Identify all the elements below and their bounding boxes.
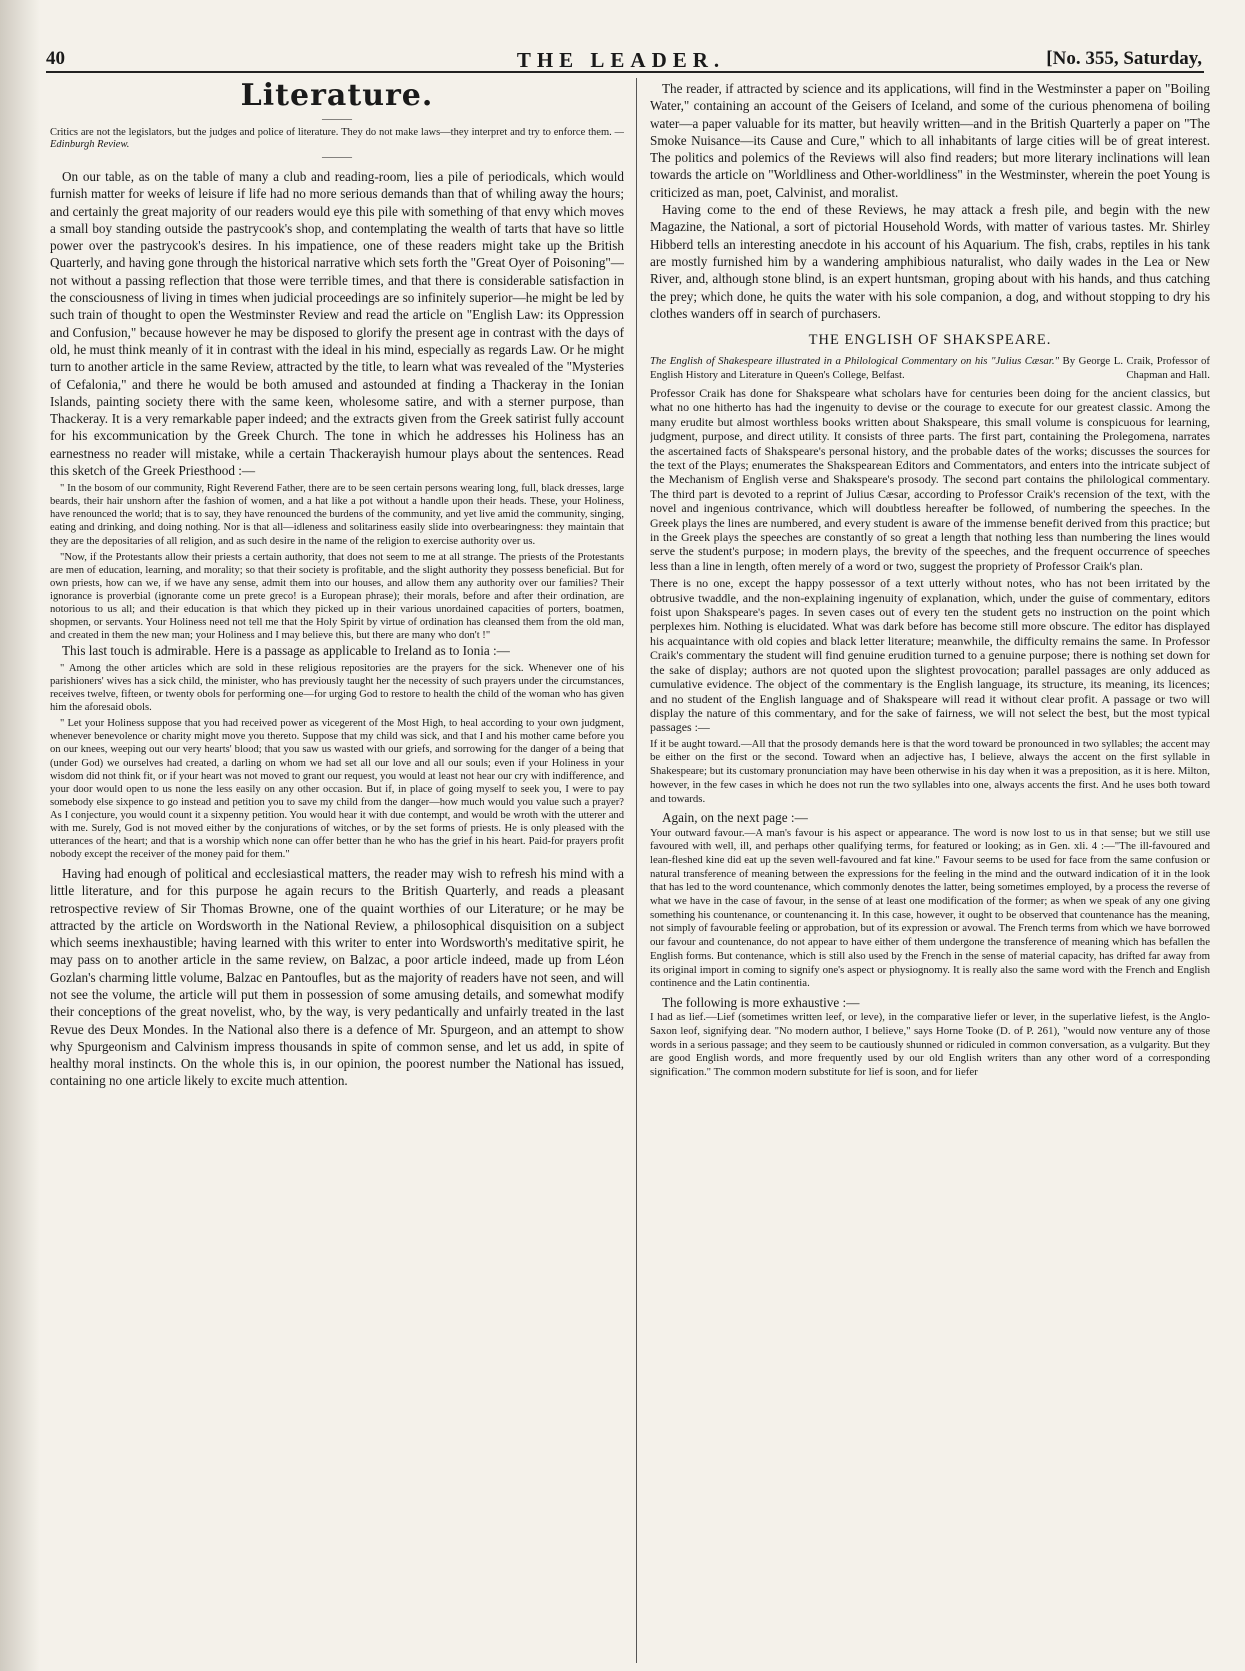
article-heading: THE ENGLISH OF SHAKSPEARE. [808,332,1052,349]
masthead-rule [46,71,1204,73]
masthead [36,48,1206,72]
book-reference [650,355,1210,382]
heading-rule: ——— [322,114,352,125]
page-number: 40 [46,48,65,69]
column-divider [636,78,637,1663]
commentary-quote-toward: If it be aught toward.—All that the prosody demands here is that the word toward be pronounced in two syllables; the accent may be either on the first or the second. Toward when an adjective has, I believe, always the accent on the first syllable in Shakespeare; but its customary pronunciation may have been otherwise in his day when it was a preposition, as it is here. Milton, however, in the few cases in which he does not run the two syllables into one, always accents the first. And he uses both toward and towards. [650,737,1210,805]
newspaper-title: THE LEADER. [516,48,726,72]
article-paragraph-2: There is no one, except the happy possessor of a text utterly without notes, who has not been irritated by the obtrusive twaddle, and the non-explaining ingenuity of explanation, which, under the guise of commentary, editors foist upon Shakspeare's pages. In seven cases out of every ten the student gets no instruction on the point which perplexes him. Nothing is elucidated. What was dark before has become still more obscure. The editor has displayed his acquaintance with old copies and black letter literature; meanwhile, the difficulty remains the same. In Professor Craik's commentary the student will find genuine erudition turned to a genuine purpose; there is nothing set down for the sake of display; authors are not quoted upon the slightest provocation; parallel passages are only adduced as cumulative evidence. The object of the commentary is the English language, its structure, its meaning, its licences; and no student of the English language and of Shakspeare will read it without clear profit. A passage or two will display the nature of this commentary, and for the sake of fairness, we will not select the best, but the most typical passages :— [650,576,1210,735]
book-publisher: Chapman and Hall. [1126,368,1210,381]
article-paragraph-3: Again, on the next page :— [662,810,808,826]
reviews-paragraph-2: Having come to the end of these Reviews, he may attack a fresh pile, and begin with the new Magazine, the National, a sort of pictorial Household Words, with matter of various tastes. Mr. Shirley Hibberd tells an interesting anecdote in his account of his Aquarium. The fish, crabs, reptiles in his tank are mostly furnished him by a wandering amphibious naturalist, who daily wades in the Lea or New River, and, although stone blind, is an expert huntsman, groping about with his hands, and thus catching the prey; which done, he quits the water with his sole companion, a dog, and without stopping to dry his clothes wanders off in search of purchasers. [650,202,1210,321]
book-title: The English of Shakespeare illustrated in a Philological Commentary on his "Julius Cæsar." [650,355,1060,368]
literature-paragraph-2: This last touch is admirable. Here is a passage as applicable to Ireland as to Ionia :— [62,642,510,658]
quote-priesthood-2: "Now, if the Protestants allow their priests a certain authority, that does not seem to me at all strange. The priests of the Protestants are men of education, learning, and morality; so that their society is profitable, and the slight authority they possess beneficial. But for own priests, how can we, if we have any sense, admit them into our houses, and allow them any authority over our families? Their ignorance is proverbial (ignorante come un prete greco! is a European phrase); their morals, before and after their ordination, are notorious to us all; and their education is that which they picked up in their various unordained capacities of porters, boatmen, shopmen, or servants. Your Holiness need not tell me that the Holy Spirit by virtue of ordination has cleansed them from the old man, and created in them the new man; your Holiness and I may believe this, but there are many who don't !" [50,551,624,641]
reviews-paragraph-1: The reader, if attracted by science and its applications, will find in the Westminster a paper on "Boiling Water," containing an account of the Geisers of Iceland, and some of the curious phenomena of boiling water—a paper valuable for its matter, but heavily written—and in the British Quarterly a paper on "The Smoke Nuisance—its Cause and Cure," which to all inhabitants of large cities will be of great interest. The politics and polemics of the Reviews will also find readers; but more literary inclinations will lean towards the article on "Worldliness and Other-worldliness" in the Westminster, wherein the poet Young is criticized as man, poet, Calvinist, and moralist. [650,81,1210,200]
book-author: By George L. Craik, Professor of English History and Literature in Queen's College, Belfast. [650,355,1210,381]
commentary-quote-favour: Your outward favour.—A man's favour is his aspect or appearance. The word is now lost to us in that sense; but we still use favoured with well, ill, and perhaps other qualifying terms, for featured or looking; as in Gen. xli. 4 :—"The ill-favoured and lean-fleshed kine did eat up the seven well-favoured and fat kine." Favour seems to be used for face from the same confusion or natural transference of meaning between the expressions for the feeling in the mind and the outward indication of it in the look that has led to the word countenance, which commonly denotes the latter, being sometimes employed, by a process the reverse of what we have in the case of favour, in the sense of at least one modification of the former; as when we speak of any one giving something his countenance, or countenancing it. In this case, however, it ought to be observed that countenance has the meaning, not simply of favourable feeling or approbation, but of its expression or avowal. The French terms from which we have borrowed our favour and countenance, do not appear to have either of them undergone the transference of meaning which has befallen the English forms. But contenance, which is still also used by the French in the sense of material capacity, has drifted far away from its original import in coming to signify one's aspect or physiognomy. It is really also the same word with the French and English continence and the Latin continentia. [650,826,1210,990]
section-heading: Literature. [240,78,434,113]
right-column [650,80,1210,1666]
left-column [50,76,624,1666]
quote-ionia-1: " Among the other articles which are sold in these religious repositories are the prayers for the sick. Whenever one of his parishioners' wives has a sick child, the minister, who has previously taught her the necessity of such prayers under the circumstances, receives twelve, fifteen, or twenty obols for performing one—for urging God to restore to health the child of the woman who has given him the aforesaid obols. [50,663,624,714]
literature-paragraph-3: Having had enough of political and ecclesiastical matters, the reader may wish to refresh his mind with a little literature, and for this purpose he again recurs to the British Quarterly, and reads a pleasant retrospective review of Sir Thomas Browne, one of the quaint worthies of our Literature; or he may be attracted by the article on Wordsworth in the National Review, a philosophical disquisition on a subject which seems inexhaustible; having learned with this writer to enter into Wordsworth's meditative spirit, he may pass on to another article in the same review, on Balzac, a poor article indeed, made up from Léon Gozlan's charming little volume, Balzac en Pantoufles, but as the majority of readers have not seen, and will not see the volume, the article will put them in possession of some amusing details, and somewhat modify their conceptions of the great novelist, who, by the way, is very pedantically and unfairly treated in the last Revue des Deux Mondes. In the National also there is a defence of Mr. Spurgeon, and an attempt to show why Spurgeonism and Calvinism impress thousands in spite of common sense, and let us add, in spite of healthy moral instincts. On the whole this is, in our opinion, the poorest number the National has issued, containing no one article likely to excite much attention. [50,865,624,1089]
motto-text: Critics are not the legislators, but the judges and police of literature. They do not make laws—they interpret and try to enforce them. [50,127,612,138]
issue-label: [No. 355, Saturday, [1046,48,1202,69]
quote-priesthood-1: " In the bosom of our community, Right Reverend Father, there are to be seen certain persons wearing long, full, black dresses, large beards, their hair unshorn after the fashion of women, and a hat like a pot without a handle upon their heads. These, your Holiness, have renounced the world; that is to say, they have renounced the burdens of the community, and yet live amid the community, singing, eating and drinking, and doing nothing. Nor is that all—idleness and solitariness easily slide into overbearingness: they maintain that they are the depositaries of all religion, and as such desire in the name of the religion to exercise authority over us. [50,483,624,547]
literature-paragraph-1: On our table, as on the table of many a club and reading-room, lies a pile of periodicals, which would furnish matter for weeks of leisure if life had no more serious demands than that of whiling away the hours; and certainly the great majority of our readers would eye this pile with something of that envy which moves a small boy standing outside the pastrycook's shop, and contemplating the wealth of tarts that have so little power over the pastrycook's desires. In his impatience, one of these readers might take up the British Quarterly, and having gone through the historical narrative which sets forth the "Great Oyer of Poisoning"—not without a passing reflection that those were terrible times, and that there is considerable satisfaction in the consciousness of living in times when judicial proceedings are so infinitely superior—he might be led by such train of thought to open the Westminster Review and read the article on "English Law: its Oppression and Confusion," because however he may be disposed to glorify the present age in contrast with the days of old, he must think meanly of it in contrast with the ideal in his mind, especially as regards Law. Or he might turn to another article in the same Review, attracted by the title, to learn what was revealed of the "Mysteries of Cefalonia," and there he would be both amused and astounded at finding a Thackeray in the Ionian Islands, painting society there with the same keen, wholesome satire, and with a sterner purpose, than Thackeray. It is a very remarkable paper indeed; and the extracts given from the Greek satirist fully account for his excommunication by the Greek Church. The tone in which he addresses his Holiness has an earnestness no reader will mistake, while a certain Thackerayish humour plays about the sentences. Read this sketch of the Greek Priesthood :— [50,169,624,479]
article-paragraph-4: The following is more exhaustive :— [662,994,860,1010]
binding-shadow [0,0,40,1671]
motto-rule: ——— [322,152,352,163]
quote-ionia-2: " Let your Holiness suppose that you had received power as vicegerent of the Most High, to heal according to your own judgment, whenever benevolence or charity might move you thereto. Suppose that my child was sick, and that I and his mother came before you on our knees, weeping out our very hearts' blood; that you saw us wasted with our griefs, and sorrowing for the danger of a being that (under God) we ourselves had created, a darling on whom we had set all our love and all our souls; even if your Holiness in your wisdom did not think fit, or if your heart was not moved to grant our request, you would at least not hear our cry with indifference, and your door would open to us none the less easily on any other occasion. But if, in place of going myself to seek you, I were to pay somebody else sixpence to go instead and petition you to save my child from the danger—how much would you value such a prayer? As I conjecture, you would count it a sixpenny petition. You would hear it with due contempt, and would be wroth with the utterer and with me. Surely, God is not moved either by the conjurations of witches, or by the set forms of priests. He is only pleased with the utterances of the heart; and that is a worship which none can offer better than he who has the grief in his heart. Paid-for prayers profit nobody except the receiver of the money paid for them." [50,718,624,860]
article-paragraph-1: Professor Craik has done for Shakspeare what scholars have for centuries been doing for the ancient classics, but what no one hitherto has had the ingenuity to devise or the courage to execute for our greatest classic. Among the many erudite but almost worthless books written about Shakspeare, this small volume is conspicuous for learning, judgment, purpose, and direct utility. It consists of three parts. The first part, containing the Prolegomena, narrates the ascertained facts of Shakspeare's personal history, and the probable dates of the works; discusses the sources for the text of the Plays; enumerates the Shakspearean Editors and Commentators, and enters into the intricate subject of the Mechanism of English verse and Shakspeare's prosody. The second part contains the philological commentary. The third part is devoted to a reprint of Julius Cæsar, according to Professor Craik's recension of the text, with the novel and ingenious contrivance, which will doubtless hereafter be followed, of numbering the speeches. In the Greek plays the lines are numbered, and every student is aware of the immense benefit derived from this practice; but in the Greek plays the speeches are constantly of so great a length that nothing less than numbering the lines would serve the student's purpose; in modern plays, the brevity of the speeches, and the frequent occurrence of speeches less than a line in length, often merely of a word or two, suggest the propriety of Professor Craik's plan. [650,385,1210,573]
commentary-quote-lief: I had as lief.—Lief (sometimes written leef, or leve), in the comparative liefer or lever, in the superlative liefest, is the Anglo-Saxon leof, signifying dear. "No modern author, I believe," says Horne Tooke (D. of P. 261), "would now venture any of those words in a serious passage; and they seem to be cautiously shunned or ridiculed in common conversation, as a vulgarity. But they are good English words, and more frequently used by our old English writers than any other word of a corresponding signification." The common modern substitute for lief is soon, and for liefer [650,1011,1210,1079]
motto [50,127,624,151]
motto-source: —Edinburgh Review. [50,127,624,150]
